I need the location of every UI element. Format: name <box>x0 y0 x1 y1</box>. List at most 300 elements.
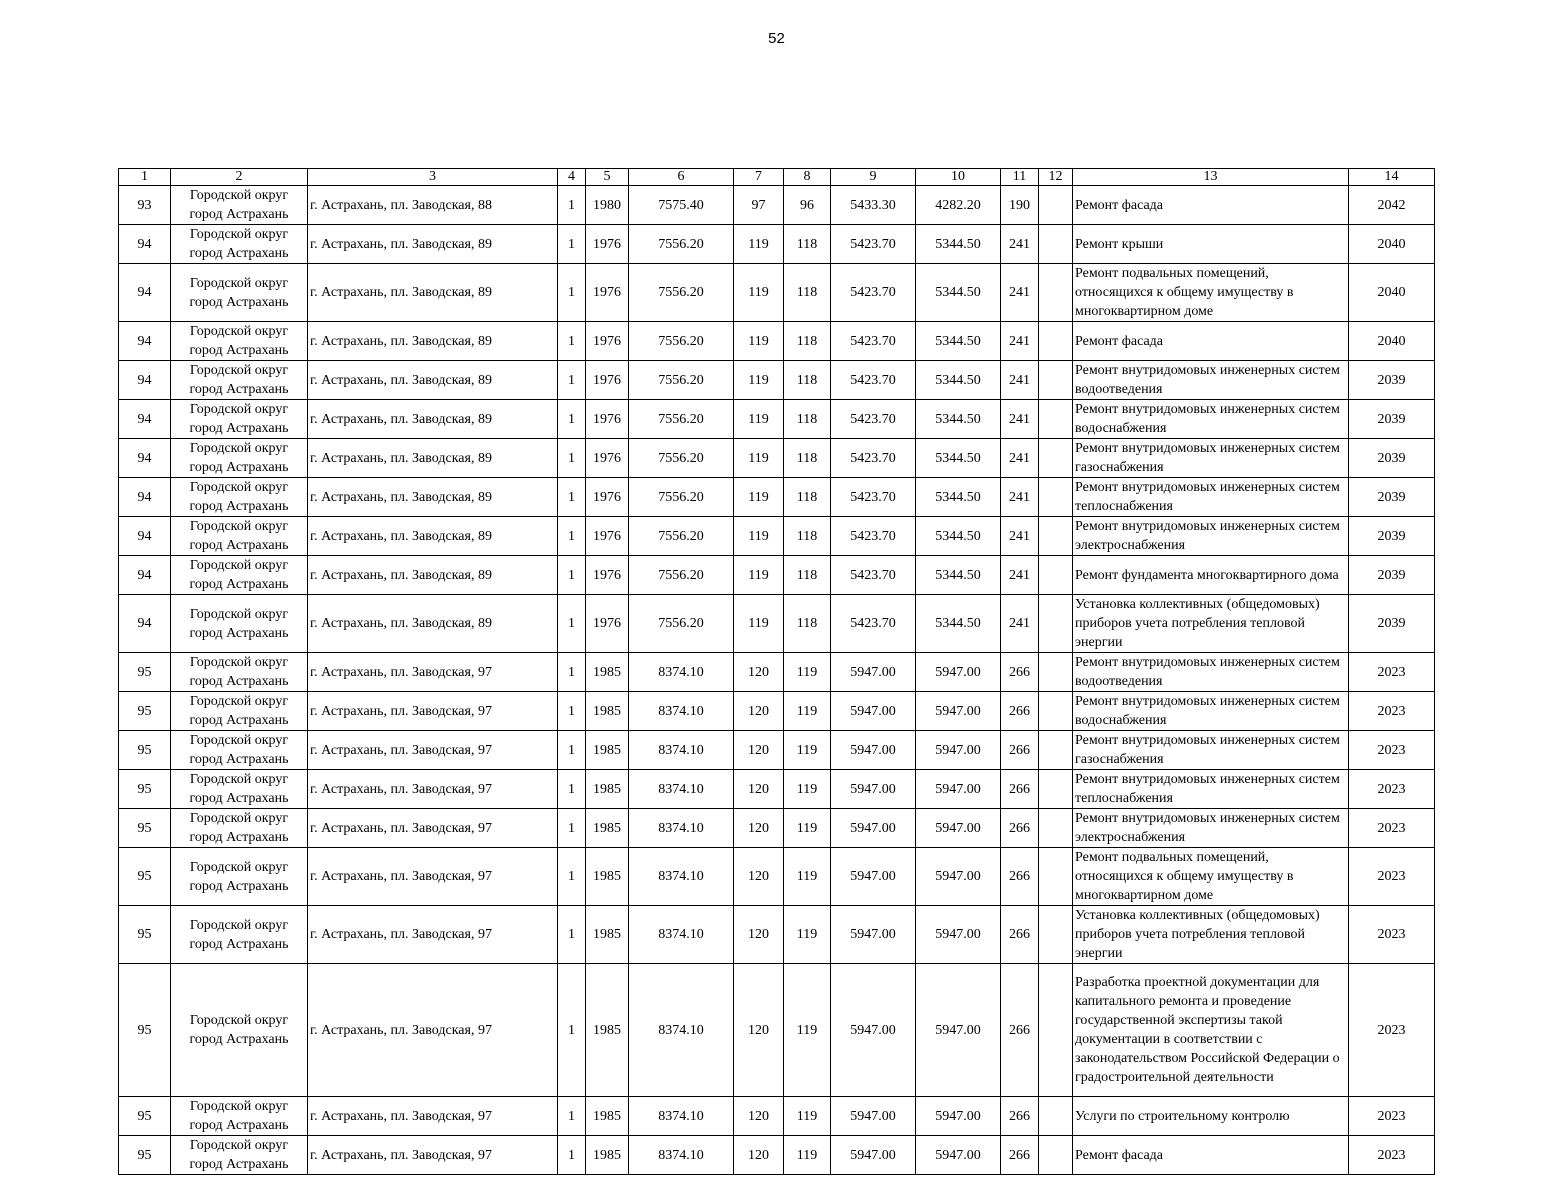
col-11-value: 241 <box>1001 517 1039 556</box>
planned-year: 2023 <box>1349 1136 1435 1175</box>
planned-year: 2023 <box>1349 1097 1435 1136</box>
address: г. Астрахань, пл. Заводская, 89 <box>308 225 558 264</box>
municipality: Городской округ город Астрахань <box>171 517 308 556</box>
col-4-value: 1 <box>558 848 586 906</box>
column-header: 1 <box>119 169 171 186</box>
column-header: 8 <box>784 169 831 186</box>
col-7-value: 120 <box>734 809 784 848</box>
col-8-value: 118 <box>784 400 831 439</box>
year-built: 1985 <box>586 906 629 964</box>
total-area: 8374.10 <box>629 692 734 731</box>
planned-year: 2039 <box>1349 400 1435 439</box>
table-row <box>119 770 1435 809</box>
col-11-value: 241 <box>1001 264 1039 322</box>
planned-year: 2023 <box>1349 692 1435 731</box>
year-built: 1985 <box>586 770 629 809</box>
col-7-value: 119 <box>734 400 784 439</box>
municipality: Городской округ город Астрахань <box>171 225 308 264</box>
col-4-value: 1 <box>558 517 586 556</box>
col-4-value: 1 <box>558 1097 586 1136</box>
col-4-value: 1 <box>558 770 586 809</box>
year-built: 1985 <box>586 809 629 848</box>
col-10-value: 5947.00 <box>916 1097 1001 1136</box>
work-type: Разработка проектной документации для капитального ремонта и проведение государственной экспертизы такой документации в соответствии с законодательством Российской Федерации о градостроительной деятельности <box>1073 964 1349 1097</box>
column-header: 10 <box>916 169 1001 186</box>
year-built: 1985 <box>586 964 629 1097</box>
col-9-value: 5423.70 <box>831 264 916 322</box>
col-4-value: 1 <box>558 906 586 964</box>
municipality: Городской округ город Астрахань <box>171 478 308 517</box>
address: г. Астрахань, пл. Заводская, 97 <box>308 1097 558 1136</box>
col-10-value: 5344.50 <box>916 595 1001 653</box>
year-built: 1976 <box>586 225 629 264</box>
col-11-value: 266 <box>1001 770 1039 809</box>
column-header: 7 <box>734 169 784 186</box>
planned-year: 2023 <box>1349 964 1435 1097</box>
planned-year: 2023 <box>1349 770 1435 809</box>
column-header: 12 <box>1039 169 1073 186</box>
col-12-value <box>1039 439 1073 478</box>
col-12-value <box>1039 964 1073 1097</box>
repair-schedule-table <box>118 168 1435 1175</box>
municipality: Городской округ город Астрахань <box>171 264 308 322</box>
col-4-value: 1 <box>558 731 586 770</box>
planned-year: 2039 <box>1349 478 1435 517</box>
col-9-value: 5947.00 <box>831 809 916 848</box>
col-8-value: 118 <box>784 322 831 361</box>
col-9-value: 5423.70 <box>831 478 916 517</box>
planned-year: 2023 <box>1349 809 1435 848</box>
work-type: Ремонт подвальных помещений, относящихся к общему имуществу в многоквартирном доме <box>1073 264 1349 322</box>
col-7-value: 119 <box>734 517 784 556</box>
municipality: Городской округ город Астрахань <box>171 595 308 653</box>
table-row <box>119 731 1435 770</box>
col-8-value: 118 <box>784 595 831 653</box>
col-11-value: 266 <box>1001 731 1039 770</box>
col-11-value: 241 <box>1001 361 1039 400</box>
work-type: Услуги по строительному контролю <box>1073 1097 1349 1136</box>
planned-year: 2023 <box>1349 731 1435 770</box>
col-4-value: 1 <box>558 809 586 848</box>
planned-year: 2023 <box>1349 848 1435 906</box>
total-area: 7556.20 <box>629 517 734 556</box>
col-12-value <box>1039 361 1073 400</box>
year-built: 1976 <box>586 361 629 400</box>
total-area: 8374.10 <box>629 731 734 770</box>
row-number: 94 <box>119 595 171 653</box>
col-12-value <box>1039 595 1073 653</box>
work-type: Ремонт фасада <box>1073 322 1349 361</box>
total-area: 7575.40 <box>629 186 734 225</box>
col-7-value: 120 <box>734 653 784 692</box>
col-8-value: 119 <box>784 1097 831 1136</box>
col-8-value: 118 <box>784 225 831 264</box>
col-7-value: 97 <box>734 186 784 225</box>
col-4-value: 1 <box>558 439 586 478</box>
col-8-value: 118 <box>784 517 831 556</box>
work-type: Ремонт внутридомовых инженерных систем газоснабжения <box>1073 439 1349 478</box>
col-7-value: 120 <box>734 1097 784 1136</box>
col-4-value: 1 <box>558 400 586 439</box>
col-12-value <box>1039 478 1073 517</box>
address: г. Астрахань, пл. Заводская, 97 <box>308 906 558 964</box>
col-9-value: 5423.70 <box>831 225 916 264</box>
municipality: Городской округ город Астрахань <box>171 731 308 770</box>
work-type: Ремонт внутридомовых инженерных систем газоснабжения <box>1073 731 1349 770</box>
planned-year: 2039 <box>1349 595 1435 653</box>
municipality: Городской округ город Астрахань <box>171 186 308 225</box>
col-4-value: 1 <box>558 186 586 225</box>
col-9-value: 5433.30 <box>831 186 916 225</box>
work-type: Ремонт внутридомовых инженерных систем теплоснабжения <box>1073 478 1349 517</box>
total-area: 8374.10 <box>629 848 734 906</box>
municipality: Городской округ город Астрахань <box>171 1136 308 1175</box>
municipality: Городской округ город Астрахань <box>171 848 308 906</box>
col-11-value: 266 <box>1001 653 1039 692</box>
col-8-value: 119 <box>784 809 831 848</box>
col-4-value: 1 <box>558 322 586 361</box>
year-built: 1976 <box>586 595 629 653</box>
table-row <box>119 848 1435 906</box>
planned-year: 2040 <box>1349 264 1435 322</box>
page-number: 52 <box>768 30 785 47</box>
col-4-value: 1 <box>558 1136 586 1175</box>
col-7-value: 119 <box>734 361 784 400</box>
address: г. Астрахань, пл. Заводская, 89 <box>308 439 558 478</box>
address: г. Астрахань, пл. Заводская, 89 <box>308 595 558 653</box>
col-9-value: 5947.00 <box>831 653 916 692</box>
col-4-value: 1 <box>558 653 586 692</box>
col-9-value: 5423.70 <box>831 322 916 361</box>
address: г. Астрахань, пл. Заводская, 89 <box>308 361 558 400</box>
col-7-value: 120 <box>734 848 784 906</box>
municipality: Городской округ город Астрахань <box>171 1097 308 1136</box>
column-header: 6 <box>629 169 734 186</box>
col-7-value: 119 <box>734 556 784 595</box>
work-type: Ремонт фундамента многоквартирного дома <box>1073 556 1349 595</box>
year-built: 1976 <box>586 517 629 556</box>
municipality: Городской округ город Астрахань <box>171 906 308 964</box>
col-10-value: 5947.00 <box>916 964 1001 1097</box>
col-12-value <box>1039 186 1073 225</box>
col-7-value: 119 <box>734 225 784 264</box>
column-header: 4 <box>558 169 586 186</box>
year-built: 1985 <box>586 731 629 770</box>
row-number: 94 <box>119 322 171 361</box>
total-area: 7556.20 <box>629 478 734 517</box>
municipality: Городской округ город Астрахань <box>171 653 308 692</box>
col-8-value: 118 <box>784 264 831 322</box>
total-area: 8374.10 <box>629 809 734 848</box>
planned-year: 2039 <box>1349 361 1435 400</box>
col-9-value: 5423.70 <box>831 517 916 556</box>
col-9-value: 5947.00 <box>831 692 916 731</box>
col-12-value <box>1039 809 1073 848</box>
work-type: Установка коллективных (общедомовых) приборов учета потребления тепловой энергии <box>1073 906 1349 964</box>
col-11-value: 241 <box>1001 322 1039 361</box>
planned-year: 2039 <box>1349 517 1435 556</box>
table-body <box>119 186 1435 1175</box>
address: г. Астрахань, пл. Заводская, 89 <box>308 556 558 595</box>
table-row <box>119 186 1435 225</box>
table-row <box>119 1097 1435 1136</box>
total-area: 8374.10 <box>629 653 734 692</box>
municipality: Городской округ город Астрахань <box>171 692 308 731</box>
table-row <box>119 556 1435 595</box>
year-built: 1985 <box>586 1136 629 1175</box>
col-10-value: 5344.50 <box>916 264 1001 322</box>
col-11-value: 241 <box>1001 225 1039 264</box>
col-7-value: 120 <box>734 770 784 809</box>
row-number: 95 <box>119 809 171 848</box>
address: г. Астрахань, пл. Заводская, 97 <box>308 809 558 848</box>
planned-year: 2040 <box>1349 225 1435 264</box>
total-area: 7556.20 <box>629 225 734 264</box>
col-9-value: 5423.70 <box>831 400 916 439</box>
work-type: Ремонт крыши <box>1073 225 1349 264</box>
col-12-value <box>1039 653 1073 692</box>
address: г. Астрахань, пл. Заводская, 89 <box>308 264 558 322</box>
total-area: 7556.20 <box>629 556 734 595</box>
planned-year: 2042 <box>1349 186 1435 225</box>
col-7-value: 120 <box>734 692 784 731</box>
col-4-value: 1 <box>558 595 586 653</box>
col-4-value: 1 <box>558 556 586 595</box>
address: г. Астрахань, пл. Заводская, 97 <box>308 848 558 906</box>
col-12-value <box>1039 517 1073 556</box>
col-4-value: 1 <box>558 264 586 322</box>
table-row <box>119 692 1435 731</box>
col-10-value: 5344.50 <box>916 478 1001 517</box>
col-9-value: 5947.00 <box>831 1097 916 1136</box>
col-12-value <box>1039 225 1073 264</box>
address: г. Астрахань, пл. Заводская, 89 <box>308 322 558 361</box>
col-8-value: 118 <box>784 478 831 517</box>
address: г. Астрахань, пл. Заводская, 89 <box>308 400 558 439</box>
col-11-value: 241 <box>1001 439 1039 478</box>
col-4-value: 1 <box>558 225 586 264</box>
planned-year: 2039 <box>1349 439 1435 478</box>
row-number: 94 <box>119 517 171 556</box>
col-8-value: 119 <box>784 692 831 731</box>
year-built: 1976 <box>586 478 629 517</box>
row-number: 95 <box>119 770 171 809</box>
col-4-value: 1 <box>558 692 586 731</box>
table-row <box>119 1136 1435 1175</box>
total-area: 7556.20 <box>629 322 734 361</box>
row-number: 94 <box>119 361 171 400</box>
col-11-value: 241 <box>1001 478 1039 517</box>
column-header: 14 <box>1349 169 1435 186</box>
col-10-value: 5947.00 <box>916 809 1001 848</box>
col-12-value <box>1039 322 1073 361</box>
planned-year: 2039 <box>1349 556 1435 595</box>
column-header: 5 <box>586 169 629 186</box>
address: г. Астрахань, пл. Заводская, 89 <box>308 517 558 556</box>
col-4-value: 1 <box>558 361 586 400</box>
row-number: 94 <box>119 225 171 264</box>
row-number: 94 <box>119 439 171 478</box>
col-7-value: 120 <box>734 1136 784 1175</box>
col-10-value: 5344.50 <box>916 439 1001 478</box>
year-built: 1976 <box>586 556 629 595</box>
col-10-value: 5344.50 <box>916 517 1001 556</box>
column-header: 2 <box>171 169 308 186</box>
year-built: 1985 <box>586 848 629 906</box>
col-7-value: 119 <box>734 478 784 517</box>
table-row <box>119 517 1435 556</box>
year-built: 1976 <box>586 322 629 361</box>
col-12-value <box>1039 400 1073 439</box>
col-12-value <box>1039 556 1073 595</box>
col-11-value: 241 <box>1001 400 1039 439</box>
col-10-value: 5344.50 <box>916 556 1001 595</box>
col-9-value: 5423.70 <box>831 595 916 653</box>
work-type: Ремонт фасада <box>1073 1136 1349 1175</box>
work-type: Ремонт внутридомовых инженерных систем водоотведения <box>1073 361 1349 400</box>
row-number: 95 <box>119 906 171 964</box>
col-7-value: 120 <box>734 906 784 964</box>
municipality: Городской округ город Астрахань <box>171 556 308 595</box>
work-type: Ремонт фасада <box>1073 186 1349 225</box>
col-10-value: 5947.00 <box>916 906 1001 964</box>
col-4-value: 1 <box>558 478 586 517</box>
col-7-value: 119 <box>734 322 784 361</box>
planned-year: 2023 <box>1349 906 1435 964</box>
total-area: 7556.20 <box>629 400 734 439</box>
total-area: 8374.10 <box>629 1136 734 1175</box>
col-12-value <box>1039 731 1073 770</box>
row-number: 95 <box>119 692 171 731</box>
column-header: 9 <box>831 169 916 186</box>
col-8-value: 118 <box>784 556 831 595</box>
col-10-value: 5344.50 <box>916 361 1001 400</box>
column-header: 11 <box>1001 169 1039 186</box>
col-9-value: 5423.70 <box>831 439 916 478</box>
col-10-value: 5947.00 <box>916 653 1001 692</box>
municipality: Городской округ город Астрахань <box>171 964 308 1097</box>
col-9-value: 5423.70 <box>831 556 916 595</box>
col-8-value: 119 <box>784 964 831 1097</box>
year-built: 1980 <box>586 186 629 225</box>
col-9-value: 5947.00 <box>831 848 916 906</box>
table-row <box>119 264 1435 322</box>
col-7-value: 120 <box>734 731 784 770</box>
table-row <box>119 653 1435 692</box>
address: г. Астрахань, пл. Заводская, 97 <box>308 653 558 692</box>
col-7-value: 119 <box>734 264 784 322</box>
municipality: Городской округ город Астрахань <box>171 770 308 809</box>
col-12-value <box>1039 1136 1073 1175</box>
col-11-value: 241 <box>1001 556 1039 595</box>
work-type: Ремонт внутридомовых инженерных систем водоснабжения <box>1073 692 1349 731</box>
col-9-value: 5947.00 <box>831 1136 916 1175</box>
row-number: 95 <box>119 848 171 906</box>
table-row <box>119 361 1435 400</box>
col-8-value: 118 <box>784 361 831 400</box>
row-number: 95 <box>119 964 171 1097</box>
address: г. Астрахань, пл. Заводская, 88 <box>308 186 558 225</box>
col-8-value: 119 <box>784 906 831 964</box>
column-header: 13 <box>1073 169 1349 186</box>
table-row <box>119 400 1435 439</box>
year-built: 1976 <box>586 439 629 478</box>
total-area: 7556.20 <box>629 595 734 653</box>
year-built: 1985 <box>586 1097 629 1136</box>
work-type: Ремонт подвальных помещений, относящихся к общему имуществу в многоквартирном доме <box>1073 848 1349 906</box>
year-built: 1976 <box>586 400 629 439</box>
col-11-value: 190 <box>1001 186 1039 225</box>
col-7-value: 119 <box>734 439 784 478</box>
col-10-value: 5947.00 <box>916 770 1001 809</box>
total-area: 7556.20 <box>629 361 734 400</box>
row-number: 95 <box>119 731 171 770</box>
col-8-value: 96 <box>784 186 831 225</box>
table-row <box>119 439 1435 478</box>
col-8-value: 119 <box>784 848 831 906</box>
row-number: 95 <box>119 1136 171 1175</box>
col-8-value: 119 <box>784 653 831 692</box>
row-number: 94 <box>119 400 171 439</box>
municipality: Городской округ город Астрахань <box>171 322 308 361</box>
col-12-value <box>1039 770 1073 809</box>
header-row <box>119 169 1435 186</box>
address: г. Астрахань, пл. Заводская, 97 <box>308 692 558 731</box>
table-row <box>119 322 1435 361</box>
total-area: 7556.20 <box>629 439 734 478</box>
col-9-value: 5947.00 <box>831 731 916 770</box>
work-type: Ремонт внутридомовых инженерных систем электроснабжения <box>1073 517 1349 556</box>
work-type: Ремонт внутридомовых инженерных систем теплоснабжения <box>1073 770 1349 809</box>
col-12-value <box>1039 1097 1073 1136</box>
column-header: 3 <box>308 169 558 186</box>
col-8-value: 119 <box>784 770 831 809</box>
col-11-value: 241 <box>1001 595 1039 653</box>
work-type: Ремонт внутридомовых инженерных систем электроснабжения <box>1073 809 1349 848</box>
address: г. Астрахань, пл. Заводская, 97 <box>308 964 558 1097</box>
municipality: Городской округ город Астрахань <box>171 400 308 439</box>
col-12-value <box>1039 692 1073 731</box>
planned-year: 2040 <box>1349 322 1435 361</box>
col-7-value: 120 <box>734 964 784 1097</box>
table-row <box>119 225 1435 264</box>
col-12-value <box>1039 264 1073 322</box>
work-type: Установка коллективных (общедомовых) приборов учета потребления тепловой энергии <box>1073 595 1349 653</box>
total-area: 7556.20 <box>629 264 734 322</box>
row-number: 95 <box>119 653 171 692</box>
col-11-value: 266 <box>1001 906 1039 964</box>
planned-year: 2023 <box>1349 653 1435 692</box>
col-9-value: 5947.00 <box>831 770 916 809</box>
col-10-value: 5947.00 <box>916 848 1001 906</box>
row-number: 94 <box>119 478 171 517</box>
total-area: 8374.10 <box>629 770 734 809</box>
row-number: 94 <box>119 264 171 322</box>
col-11-value: 266 <box>1001 692 1039 731</box>
col-7-value: 119 <box>734 595 784 653</box>
col-10-value: 5344.50 <box>916 225 1001 264</box>
address: г. Астрахань, пл. Заводская, 97 <box>308 731 558 770</box>
total-area: 8374.10 <box>629 964 734 1097</box>
col-11-value: 266 <box>1001 1136 1039 1175</box>
table-row <box>119 964 1435 1097</box>
col-8-value: 118 <box>784 439 831 478</box>
municipality: Городской округ город Астрахань <box>171 809 308 848</box>
col-11-value: 266 <box>1001 1097 1039 1136</box>
col-10-value: 5947.00 <box>916 731 1001 770</box>
address: г. Астрахань, пл. Заводская, 97 <box>308 1136 558 1175</box>
col-9-value: 5423.70 <box>831 361 916 400</box>
